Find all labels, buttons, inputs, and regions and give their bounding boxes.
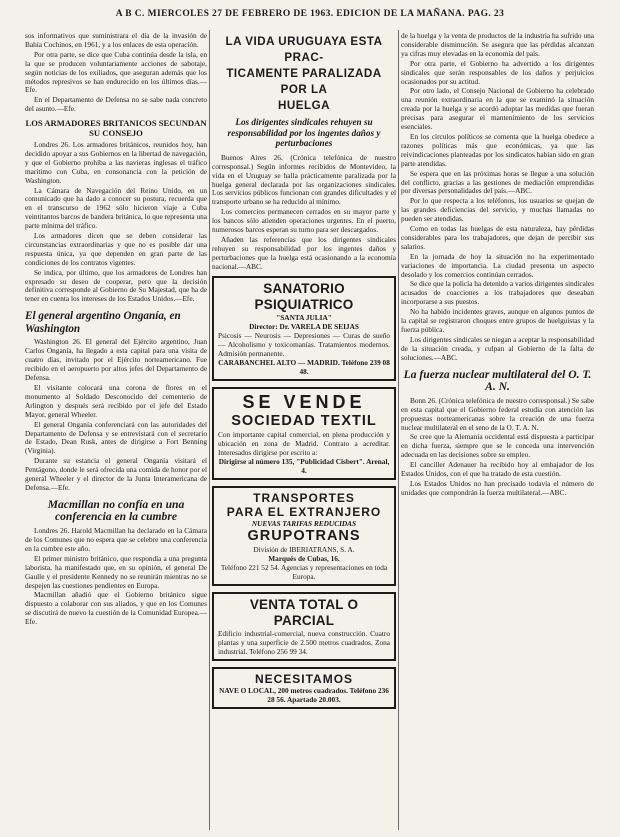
ad-director: Director: Dr. VARELA DE SEIJAS — [249, 321, 359, 331]
article-paragraph: Los dirigentes sindicales se niegan a aceptar la responsabilidad de la situación creada, y culpan al Gobierno de la falta de soluciones.—ABC. — [401, 334, 594, 362]
article-paragraph: Londres 26. Los armadores británicos, reunidos hoy, han decidido apoyar a sus Gobiernos en la libertad de navegación, y que el Gobierno prohíba a las navieras inglesas el tráfico marítimo con Cuba, en consonancia con la petición de Washington. — [25, 139, 207, 185]
article-paragraph: Los comercios permanecen cerrados en su mayor parte y los bancos sólo atienden operaciones urgentes. En el puerto, numerosos barcos esperan su turno para ser descargados. — [212, 207, 396, 235]
ad-line: Teléfono 221 52 54. Agencias y representaciones en toda Europa. — [220, 562, 388, 581]
column-center — [212, 32, 396, 832]
article-paragraph: Buenos Aires 26. (Crónica telefónica de nuestro corresponsal.) Según informes recibidos de Montevideo, la vida en el Uruguay se halla prácticamente paralizada por la huelga general declarada por las organizaciones sindicales. Los servicios públicos funcionan con grandes dificultades y el transporte urbano se ha reducido al mínimo. — [212, 152, 396, 207]
article-paragraph: En la jornada de hoy la situación no ha experimentado variaciones de importancia. La ciudad presenta un aspecto desolado y los comercios continúan cerrados. — [401, 251, 594, 279]
advertisement-sanatorio — [212, 276, 396, 381]
ad-title: NECESITAMOS — [254, 671, 354, 686]
article-paragraph: Se cree que la Alemania occidental está dispuesta a participar en dicha fuerza, siempre que se le conceda una intervención adecuada en las decisiones sobre su empleo. — [401, 432, 594, 460]
article-paragraph: Londres 26. Harold Macmillan ha declarado en la Cámara de los Comunes que no espera que se celebre una conferencia en la cumbre este año. — [25, 526, 207, 553]
article-paragraph: En el Departamento de Defensa no se sabe nada concreto del asunto.—Efe. — [25, 95, 207, 114]
article-paragraph: Bonn 26. (Crónica telefónica de nuestro corresponsal.) Se sabe en esta capital que el Gobierno federal estudia con atención las propuestas norteamericanas sobre la creación de una fuerza nuclear multilateral en el seno de la O. T. A. N. — [401, 395, 594, 432]
headline-line: HUELGA — [278, 99, 330, 112]
article-paragraph: No ha habido incidentes graves, aunque en algunos puntos de la capital se registraron choques entre grupos de huelguistas y la fuerza pública. — [401, 307, 594, 334]
article-paragraph: Macmillan añadió que el Gobierno británico sigue dispuesto a colaborar con sus aliados, y que en los Comunes se discutirá de nuevo la cuestión de la Comunidad Europea.—Efe. — [25, 590, 207, 627]
ad-brand: GRUPOTRANS — [247, 527, 361, 544]
article-paragraph: de la huelga y la venta de productos de la industria ha sufrido una considerable disminución. Se asegura que las pérdidas alcanzan ya cifras muy elevadas en la economía del país. — [401, 32, 594, 58]
ad-reference: Dirigirse al número 135, "Publicidad Cisbert". Arenal, 4. — [218, 456, 390, 475]
ad-title: TRANSPORTES — [253, 490, 355, 505]
article-headline — [212, 34, 396, 114]
ad-subtitle: "SANTA JULIA" — [276, 312, 332, 322]
article-paragraph: El canciller Adenauer ha recibido hoy al embajador de los Estados Unidos, con el que ha tratado de esta cuestión. — [401, 460, 594, 479]
column-left — [25, 32, 207, 832]
article-heading: La fuerza nuclear multilateral del O. T. A. N. — [403, 367, 592, 394]
ad-title: PARA EL EXTRANJERO — [226, 504, 382, 519]
article-paragraph: Por otra parte, se dice que Cuba continúa desde la isla, en la que se producen voluntariamente acciones de sabotaje, según noticias de los exiliados, que aseguran además que los métodos represivos se han endurecido en los últimos días.—Efe. — [25, 49, 207, 95]
article-paragraph: Por otra parte, el Gobierno ha advertido a los dirigentes sindicales que serán responsables de los daños y perjuicios ocasionados por su actitud. — [401, 58, 594, 86]
advertisement-necesitamos — [212, 667, 396, 709]
article-paragraph: Por otro lado, el Consejo Nacional de Gobierno ha celebrado una reunión extraordinaria en la que se examinó la situación creada por la huelga y se acordó adoptar las medidas que fueran precisas para asegurar el mantenimiento de los servicios esenciales. — [401, 86, 594, 132]
headline-line: LA VIDA URUGUAYA ESTA PRAC- — [225, 35, 383, 64]
ad-body: Psicosis — Neurosis — Depresiones — Curas de sueño — Alcoholismo y toxicomanías. Tratamientos modernos. Admisión permanente. — [218, 330, 390, 358]
article-paragraph: El primer ministro británico, que respondía a una pregunta laborista, ha manifestado que, en su opinión, el general De Gaulle y el presidente Kennedy no se reunirán mientras no se despejen las cuestiones pendientes en Europa. — [25, 553, 207, 590]
article-subheadline: Los dirigentes sindicales rehuyen su responsabilidad por los ingentes daños y perturbaciones — [227, 117, 381, 149]
article-paragraph: Por lo que respecta a los teléfonos, los usuarios se quejan de las grandes deficiencias del servicio, y muchas llamadas no pueden ser atendidas. — [401, 196, 594, 224]
ad-body: Edificio industrial-comercial, nueva construcción. Cuatro plantas y una superficie de 2.500 metros cuadrados. Zona industrial. Teléfono 256 99 34. — [218, 628, 390, 656]
column-right — [401, 32, 594, 832]
ad-title: SOCIEDAD TEXTIL — [231, 412, 377, 429]
article-paragraph: Como en todas las huelgas de esta naturaleza, hay pérdidas considerables para los trabajadores, que dejan de percibir sus salarios. — [401, 224, 594, 251]
article-paragraph: Añaden las referencias que los dirigentes sindicales rehuyen su responsabilidad por los ingentes daños y perturbaciones que la huelga está ocasionando a la economía nacional.—ABC. — [212, 234, 396, 271]
ad-line: Marqués de Cubas, 16. — [268, 553, 340, 563]
article-paragraph: Se espera que en las próximas horas se llegue a una solución del conflicto, gracias a las gestiones de mediación emprendidas por diversas personalidades del país.—ABC. — [401, 168, 594, 196]
article-paragraph: sos informativos que suministrara el día de la invasión de Bahía Cochinos, en 1961, y a los enlaces de esta operación. — [25, 32, 207, 49]
article-heading: El general argentino Onganía, en Washington — [25, 310, 181, 335]
article-heading: LOS ARMADORES BRITANICOS SECUNDAN SU CONSEJO — [25, 118, 207, 138]
article-heading: Macmillan no confía en una conferencia en la cumbre — [47, 497, 185, 524]
article-paragraph: Se dice que la policía ha detenido a varios dirigentes sindicales acusados de coacciones a los trabajadores que deseaban incorporarse a sus puestos. — [401, 279, 594, 307]
article-paragraph: Los Estados Unidos no han precisado todavía el número de unidades que compondrán la fuerza multilateral.—ABC. — [401, 478, 594, 497]
article-paragraph: Los armadores dicen que se deben considerar las circunstancias extraordinarias y que no es posible dar una respuesta única, ya que dependen en gran parte de las condiciones de los contratos vigentes. — [25, 231, 207, 267]
ad-line: División de IBERIATRANS, S. A. — [253, 544, 355, 554]
column-rule — [209, 30, 210, 830]
ad-title: VENTA TOTAL O PARCIAL — [249, 596, 359, 628]
advertisement-textil — [212, 387, 396, 480]
column-rule — [398, 30, 399, 830]
article-paragraph: En los círculos políticos se comenta que la huelga obedece a razones políticas más que económicas, ya que las reivindicaciones planteadas por los sindicatos habían sido en gran parte atendidas. — [401, 131, 594, 168]
ad-title: SANATORIO PSIQUIATRICO — [254, 280, 354, 312]
ad-tagline: NUEVAS TARIFAS REDUCIDAS — [251, 518, 357, 528]
article-paragraph: Se indica, por último, que los armadores de Londres han expresado su deseo de cooperar, pero que la decisión definitiva corresponde al Gobierno de Su Majestad, que ha de tener en cuenta los intereses de los Estados Unidos.—Efe. — [25, 267, 207, 304]
article-paragraph: El general Onganía conferenciará con las autoridades del Departamento de Defensa y se entrevistará con el secretario de Estado, Dean Rusk, antes de dirigirse a Fort Benning (Virginia). — [25, 419, 207, 456]
advertisement-venta — [212, 592, 396, 661]
ad-address: CARABANCHEL ALTO — MADRID. Teléfono 239 08 48. — [218, 357, 390, 376]
article-paragraph: El visitante colocará una corona de flores en el monumento al Soldado Desconocido del cementerio de Arlington y después será recibido por el jefe del Estado Mayor, general Wheeler. — [25, 383, 207, 419]
article-paragraph: La Cámara de Navegación del Reino Unido, en un comunicado que ha dado a conocer su postura, recuerda que en el transcurso de 1962 sólo hicieron viaje a Cuba veintitantos barcos de bandera británica, lo que representa una parte mínima del tráfico. — [25, 185, 207, 231]
ad-body: NAVE O LOCAL, 200 metros cuadrados. Teléfono 236 28 56. Apartado 20.003. — [219, 685, 389, 704]
ad-body: Con importante capital comercial, en plena producción y ubicación en zona de Madrid. Contrato a acreditar. Interesados dirigirse por escrito a: — [218, 429, 390, 457]
article-paragraph: Washington 26. El general del Ejército argentino, Juan Carlos Onganía, ha llegado a esta capital para una visita de cuatro días, invitado por el Ejército norteamericano. Fue recibido en el aeropuerto por altos jefes del Departamento de Defensa. — [25, 337, 207, 383]
ad-title: SE VENDE — [242, 391, 366, 412]
advertisement-grupotrans — [212, 486, 396, 586]
article-paragraph: Durante su estancia el general Onganía visitará el Pentágono, donde le será ofrecida una comida de honor por el general Wheeler y el director de la Junta Interamericana de Defensa.—Efe. — [25, 456, 207, 492]
headline-line: TICAMENTE PARALIZADA POR LA — [226, 67, 382, 96]
page-header: A B C. MIERCOLES 27 DE FEBRERO DE 1963. EDICION DE LA MAÑANA. PAG. 23 — [115, 9, 505, 19]
